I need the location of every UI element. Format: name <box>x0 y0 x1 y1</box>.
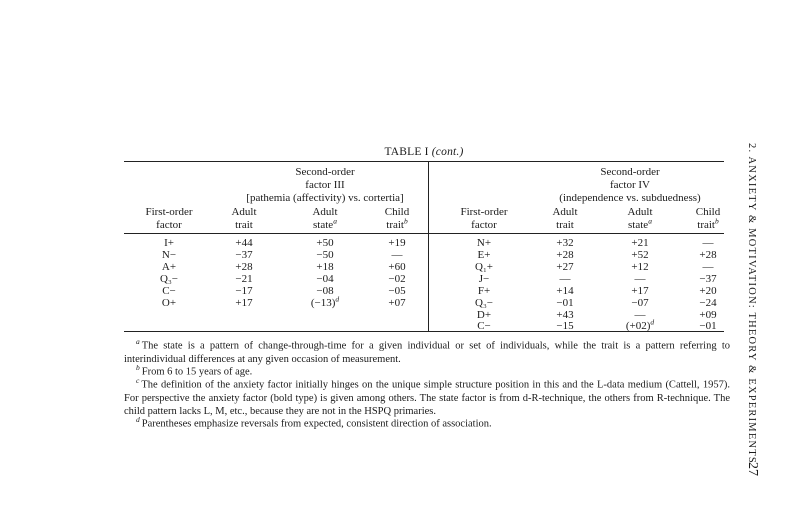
cell-adult-trait: −37 <box>235 249 253 261</box>
cell-child-trait: −37 <box>699 273 717 285</box>
cell-factor: E+ <box>477 249 491 261</box>
cell-adult-state <box>295 294 355 310</box>
cell-factor: O+ <box>161 297 177 309</box>
cell-child-trait: +60 <box>388 261 406 273</box>
cell-child-trait: +20 <box>699 285 717 297</box>
cell-adult-trait: +32 <box>556 237 574 249</box>
col-header-line: factor <box>471 219 497 231</box>
footnote-marker: d <box>650 317 655 327</box>
cell-adult-state: +50 <box>316 237 334 249</box>
col-header-text: trait <box>386 219 404 231</box>
cell-adult-trait: +14 <box>556 285 574 297</box>
cell-adult-state: +21 <box>631 237 649 249</box>
cell-adult-trait: −21 <box>235 273 253 285</box>
footnote-c <box>124 374 730 418</box>
col-header-line <box>372 216 422 232</box>
cell-factor: C− <box>162 285 176 297</box>
cell-adult-trait: −15 <box>556 320 574 332</box>
right-col-header-factor <box>444 206 524 232</box>
cell-factor: F+ <box>477 285 491 297</box>
footnote-marker: a <box>648 216 652 226</box>
table-header-rule <box>124 233 724 234</box>
col-header-line <box>610 216 670 232</box>
page-number: 27 <box>745 462 760 476</box>
footnote-marker: d <box>136 415 140 424</box>
col-header-line: trait <box>235 219 253 231</box>
cell-adult-state <box>610 317 670 333</box>
cell-adult-state: −08 <box>316 285 334 297</box>
cell-adult-state: +17 <box>631 285 649 297</box>
col-header-line: factor <box>156 219 182 231</box>
cell-adult-trait: −17 <box>235 285 253 297</box>
footnote-text: Parentheses emphasize reversals from expected, consistent direction of association. <box>141 418 492 430</box>
cell-child-trait: — <box>702 237 714 249</box>
left-group-line-1: Second-order <box>295 166 355 178</box>
cell-adult-state: — <box>634 273 646 285</box>
table-title-label: TABLE I <box>384 146 429 158</box>
cell-factor: N− <box>161 249 177 261</box>
table-title <box>124 146 724 158</box>
cell-child-trait: +07 <box>388 297 406 309</box>
cell-child-trait: −05 <box>388 285 406 297</box>
table-title-continued: (cont.) <box>431 146 464 158</box>
cell-factor: Q₁+ <box>475 261 493 273</box>
cell-adult-state: +12 <box>631 261 649 273</box>
right-col-header-child-trait <box>686 206 730 232</box>
cell-adult-trait: +44 <box>235 237 253 249</box>
right-group-line-3: (independence vs. subduedness) <box>559 192 701 204</box>
footnote-marker: d <box>335 294 340 304</box>
cell-adult-state: +18 <box>316 261 334 273</box>
col-header-line: trait <box>556 219 574 231</box>
cell-adult-trait: +43 <box>556 309 574 321</box>
cell-adult-state: — <box>634 309 646 321</box>
cell-value: (−13) <box>310 297 336 309</box>
col-header-line <box>686 216 730 232</box>
col-header-line: Child <box>384 206 410 218</box>
col-header-line: First-order <box>460 206 508 218</box>
cell-child-trait: +28 <box>699 249 717 261</box>
cell-adult-trait: +28 <box>235 261 253 273</box>
col-header-line: Child <box>695 206 721 218</box>
table-vertical-separator <box>428 162 429 331</box>
cell-factor: N+ <box>476 237 492 249</box>
cell-child-trait: +19 <box>388 237 406 249</box>
footnote-d <box>124 413 730 431</box>
cell-child-trait: −01 <box>699 320 717 332</box>
cell-child-trait: — <box>702 261 714 273</box>
col-header-text: trait <box>697 219 715 231</box>
footnote-marker: a <box>333 216 337 226</box>
col-header-line: Adult <box>552 206 578 218</box>
col-header-line <box>295 216 355 232</box>
cell-factor: Q₃− <box>475 297 493 309</box>
footnote-marker: a <box>136 337 140 346</box>
col-header-line: Adult <box>312 206 338 218</box>
footnote-text: From 6 to 15 years of age. <box>141 366 253 378</box>
left-group-line-3: [pathemia (affectivity) vs. cortertia] <box>246 192 404 204</box>
left-col-header-adult-trait <box>219 206 269 232</box>
right-group-line-2: factor IV <box>609 179 650 191</box>
col-header-text: state <box>313 219 334 231</box>
footnote-marker: b <box>403 216 408 226</box>
cell-factor: Q₃− <box>160 273 178 285</box>
col-header-text: state <box>628 219 649 231</box>
cell-factor: D+ <box>476 309 492 321</box>
cell-child-trait: −24 <box>699 297 717 309</box>
left-col-header-adult-state <box>295 206 355 232</box>
footnote-marker: b <box>136 363 140 372</box>
cell-adult-trait: +28 <box>556 249 574 261</box>
cell-adult-state: −07 <box>631 297 649 309</box>
cell-adult-state: −04 <box>316 273 334 285</box>
cell-adult-trait: +27 <box>556 261 574 273</box>
cell-adult-state: +52 <box>631 249 649 261</box>
footnote-marker: b <box>714 216 719 226</box>
cell-child-trait: +09 <box>699 309 717 321</box>
col-header-line: First-order <box>145 206 193 218</box>
left-group-line-2: factor III <box>305 179 345 191</box>
right-group-line-1: Second-order <box>600 166 660 178</box>
cell-adult-state: −50 <box>316 249 334 261</box>
cell-value: (+02) <box>625 320 651 332</box>
col-header-line: Adult <box>627 206 653 218</box>
table-top-rule <box>124 161 724 162</box>
cell-factor: I+ <box>164 237 174 249</box>
cell-factor: J− <box>478 273 490 285</box>
left-col-header-child-trait <box>372 206 422 232</box>
right-col-header-adult-state <box>610 206 670 232</box>
cell-adult-trait: +17 <box>235 297 253 309</box>
running-head: 2. ANXIETY & MOTIVATION: THEORY & EXPERIMENTS <box>746 143 757 464</box>
cell-child-trait: — <box>391 249 403 261</box>
cell-adult-trait: — <box>559 273 571 285</box>
footnote-text: The definition of the anxiety factor initially hinges on the unique simple structure position in this and the L-data medium (Cattell, 1957). For perspective the anxiety factor (bold type) is given among others. The state factor is from d-R-technique, the others from R-technique. The child pattern lacks L, M, etc., because they are not in the HSPQ primaries. <box>124 379 730 417</box>
cell-factor: C− <box>477 320 491 332</box>
col-header-line: Adult <box>231 206 257 218</box>
footnote-marker: c <box>136 376 140 385</box>
right-col-header-adult-trait <box>540 206 590 232</box>
left-col-header-factor <box>124 206 214 232</box>
right-group-header <box>540 166 720 205</box>
footnote-text: The state is a pattern of change-through-time for a given individual or set of individuals, while the trait is a pattern referring to interindividual differences at any given occasion of measurement. <box>124 340 730 365</box>
cell-child-trait: −02 <box>388 273 406 285</box>
left-group-header <box>225 166 425 205</box>
cell-adult-trait: −01 <box>556 297 574 309</box>
cell-factor: A+ <box>161 261 177 273</box>
